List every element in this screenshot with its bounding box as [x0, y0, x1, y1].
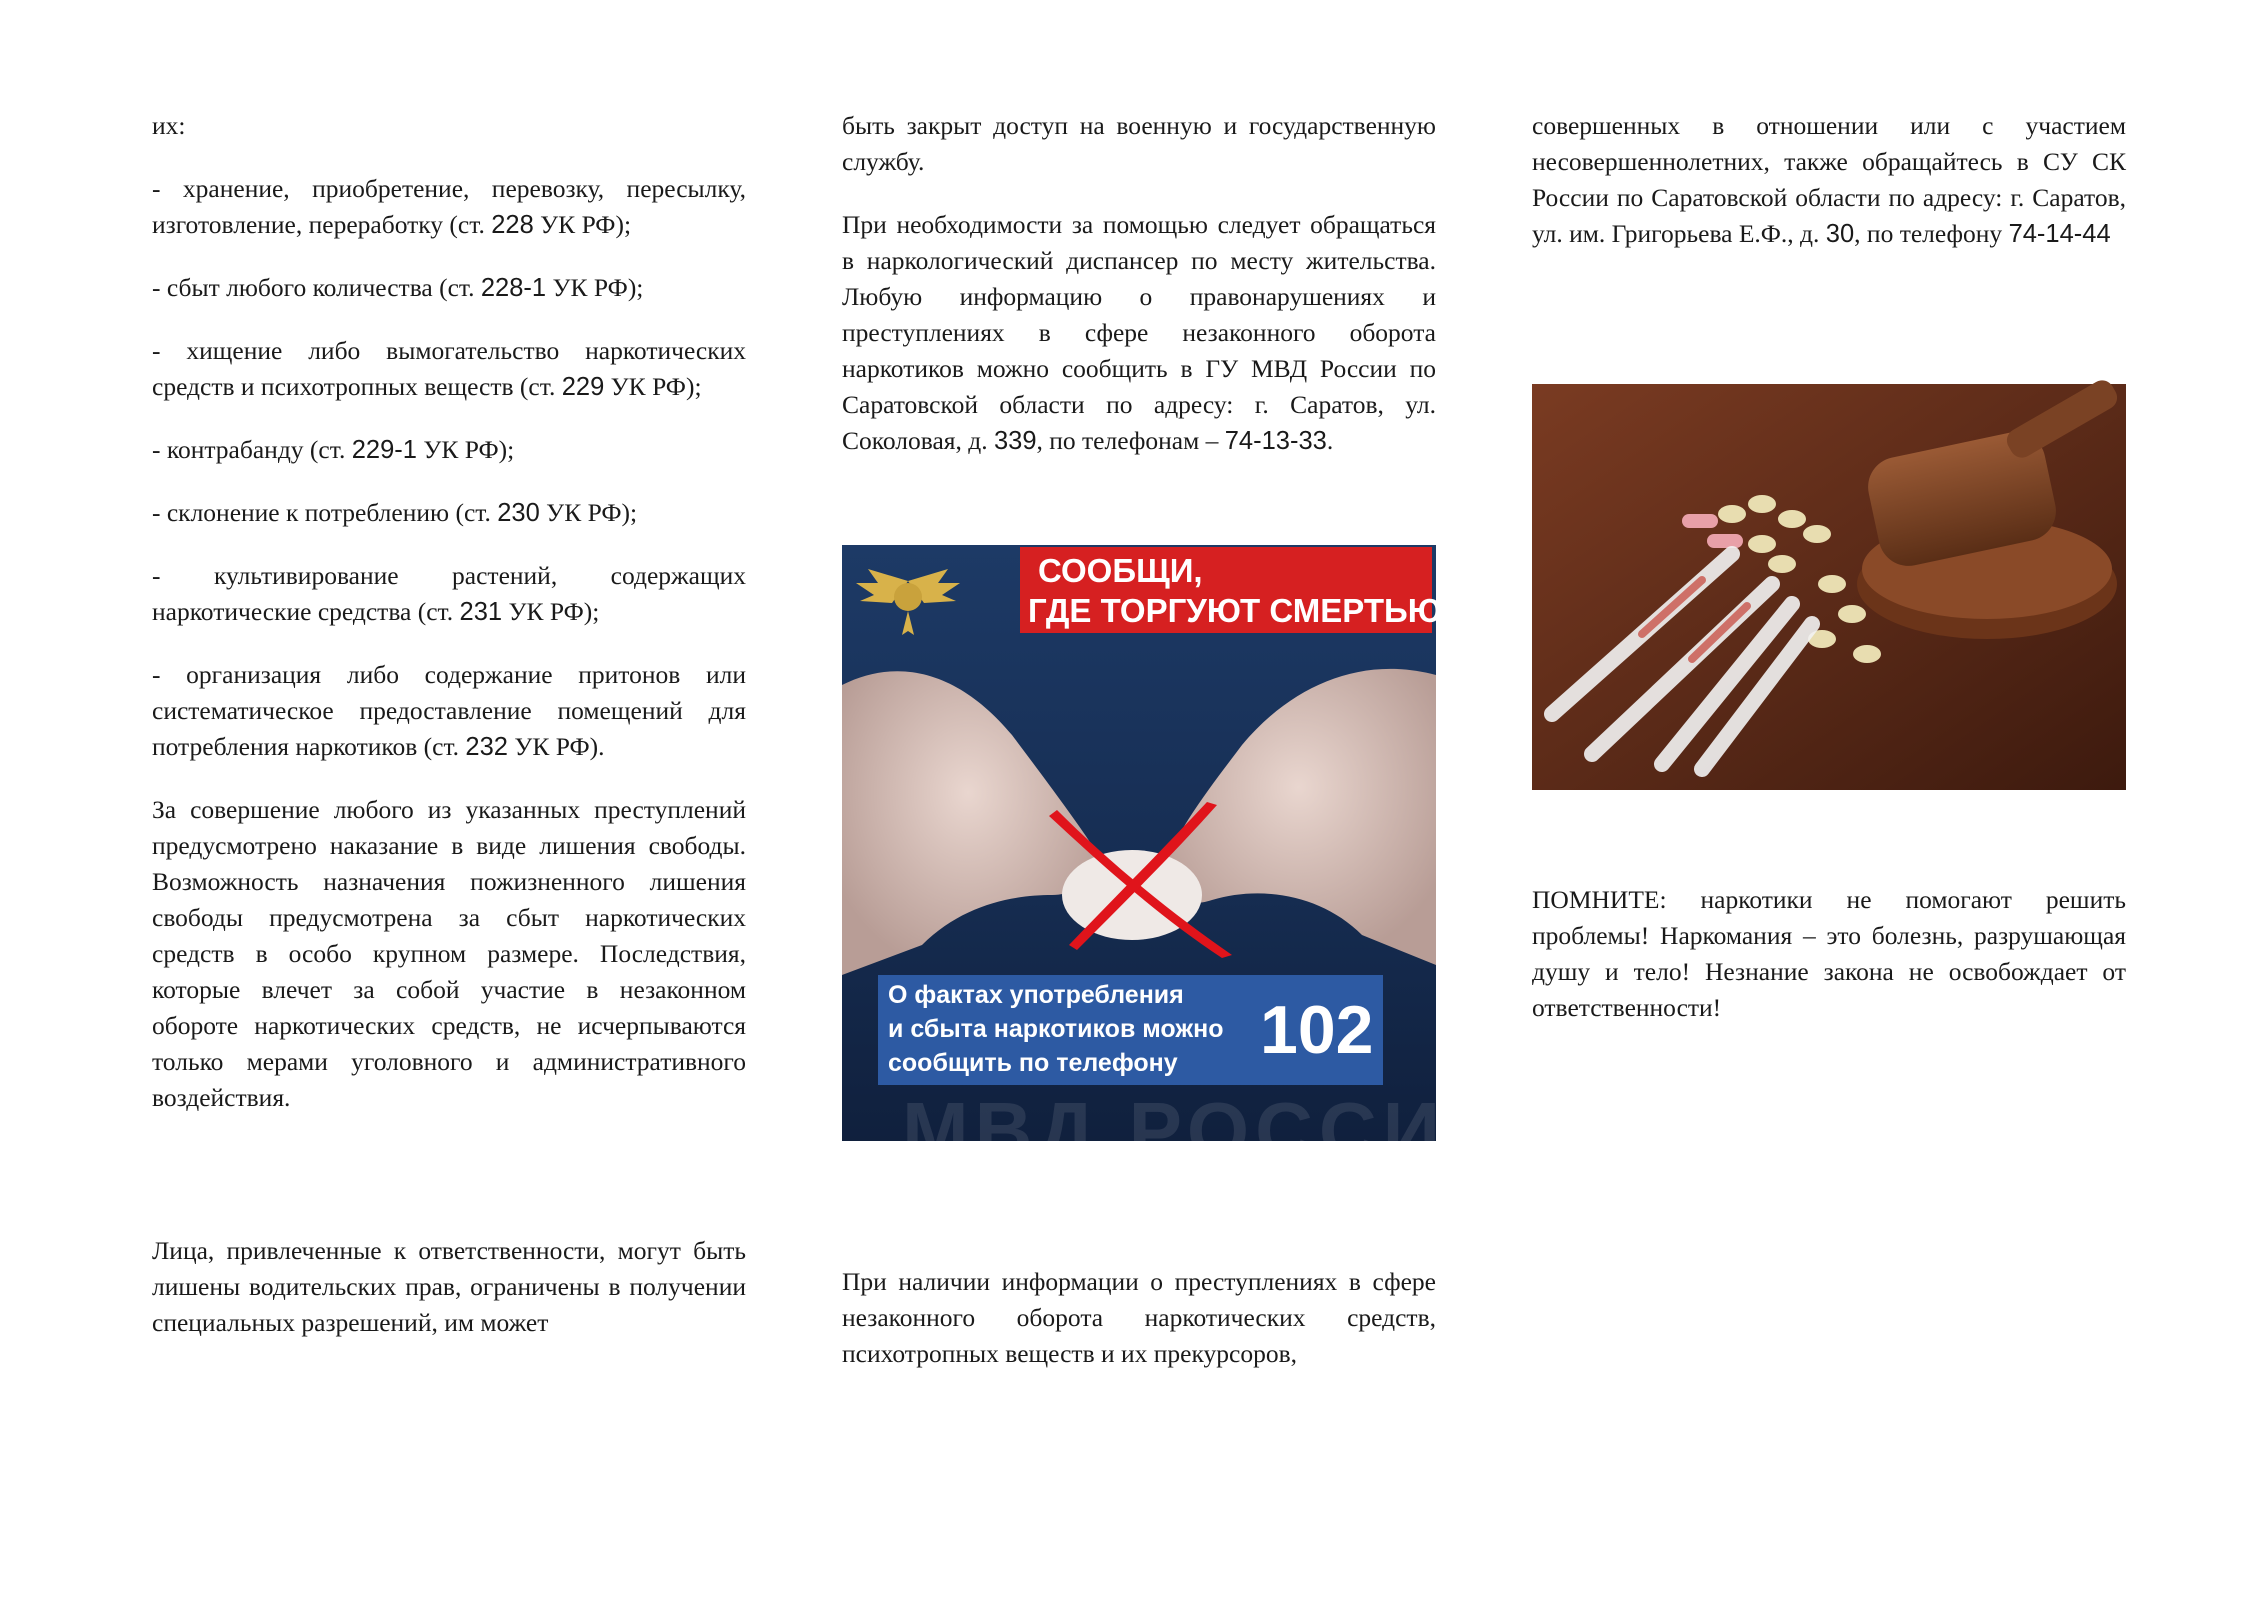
- police-emblem-icon: [848, 561, 968, 641]
- investigation-phone: 74-14-44: [2008, 220, 2111, 248]
- info-line-1: О фактах употребления: [888, 981, 1184, 1009]
- list-item: - хранение, приобретение, перевозку, пересылку, изготовление, переработку (ст. 228 УК РФ);: [152, 174, 746, 239]
- info-line-3: сообщить по телефону: [888, 1049, 1178, 1077]
- red-cross-mark-icon: [1047, 800, 1237, 960]
- info-line-2: и сбыта наркотиков можно: [888, 1015, 1224, 1043]
- punishment-paragraph: За совершение любого из указанных преступлений предусмотрено наказание в виде лишения свободы. Возможность назначения пожизненного лишения свободы предусмотрена за сбыт наркотических средств в особо крупном размере. Последствия, которые влечет за собой участие в незаконном обороте наркотических средств, не исчерпываются только мерами уголовного и административного воздействия.: [152, 795, 746, 1112]
- gavel-and-drugs-photo: [1532, 384, 2126, 790]
- list-item: - сбыт любого количества (ст. 228-1 УК РФ);: [152, 273, 644, 302]
- leaflet-column-3: [1532, 108, 2126, 279]
- remember-paragraph: ПОМНИТЕ: наркотики не помогают решить проблемы! Наркомания – это болезнь, разрушающая душу и тело! Незнание закона не освобождает от ответственности!: [1532, 885, 2126, 1022]
- police-phone: 74-13-33: [1224, 427, 1327, 455]
- continuation-text: быть закрыт доступ на военную и государственную службу.: [842, 111, 1436, 176]
- banner-line-1: СООБЩИ,: [1038, 552, 1203, 589]
- leaflet-column-1: [152, 108, 746, 1368]
- gavel-drugs-illustration: [1532, 384, 2126, 790]
- spacer: [152, 1143, 746, 1233]
- list-item: - культивирование растений, содержащих наркотические средства (ст. 231 УК РФ);: [152, 561, 746, 626]
- list-item: - склонение к потреблению (ст. 230 УК РФ);: [152, 498, 638, 527]
- leaflet-column-2: [842, 108, 1436, 486]
- poster-watermark: МВД РОССИИ: [902, 1086, 1510, 1175]
- emergency-phone-number: 102: [1260, 992, 1374, 1068]
- list-item: - организация либо содержание притонов или систематическое предоставление помещений для потребления наркотиков (ст. 232 УК РФ).: [152, 660, 746, 761]
- intro-text: их:: [152, 111, 186, 140]
- consequences-paragraph: Лица, привлеченные к ответственности, могут быть лишены водительских прав, ограничены в получении специальных разрешений, им может: [152, 1236, 746, 1337]
- banner-line-2: ГДЕ ТОРГУЮТ СМЕРТЬЮ!: [1028, 592, 1453, 629]
- help-paragraph: При необходимости за помощью следует обращаться в наркологический диспансер по месту жительства. Любую информацию о правонарушениях и преступлениях в сфере незаконного оборота наркотиков можно сообщить в ГУ МВД России по Саратовской области по адресу: г. Саратов, ул. Соколовая, д. 339, по телефонам – 74-13-33.: [842, 210, 1436, 455]
- investigation-contact-paragraph: совершенных в отношении или с участием несовершеннолетних, также обращайтесь в СУ СК России по Саратовской области по адресу: г. Саратов, ул. им. Григорьева Е.Ф., д. 30, по телефону 74-14-44: [1532, 111, 2126, 248]
- list-item: - контрабанду (ст. 229-1 УК РФ);: [152, 435, 515, 464]
- leaflet-column-2-bottom: [842, 1264, 1436, 1399]
- closing-paragraph: При наличии информации о преступлениях в сфере незаконного оборота наркотических средств, психотропных веществ и их прекурсоров,: [842, 1267, 1436, 1368]
- report-drug-dealing-poster: [842, 545, 1510, 1175]
- leaflet-column-3-bottom: [1532, 882, 2126, 1053]
- list-item: - хищение либо вымогательство наркотических средств и психотропных веществ (ст. 229 УК РФ);: [152, 336, 746, 401]
